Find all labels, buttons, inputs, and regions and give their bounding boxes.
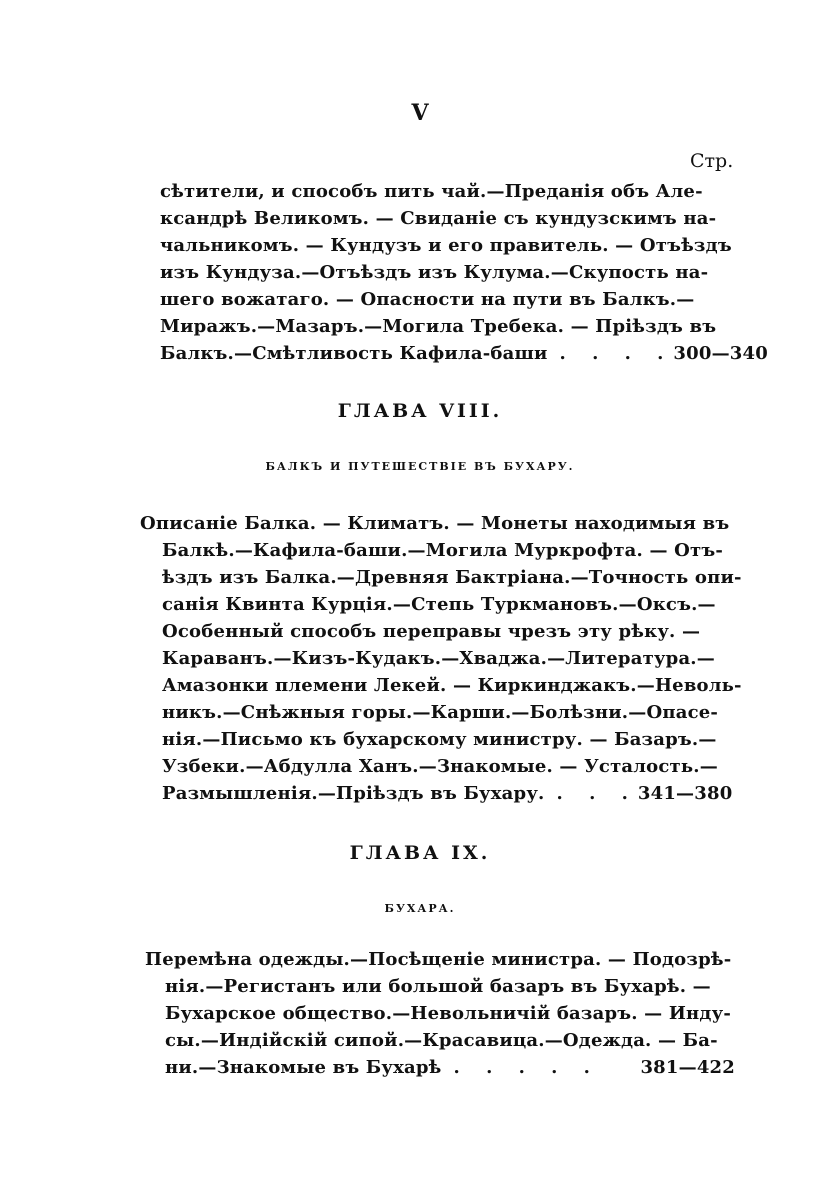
leader-dots: . . . . xyxy=(559,343,674,364)
toc-line: Узбеки.—Абдулла Ханъ.—Знакомые. — Усталость.— xyxy=(162,756,718,777)
toc-line-with-pages: ни.—Знакомые въ Бухарѣ . . . . . 381—422 xyxy=(165,1054,735,1081)
toc-line: нія.—Письмо къ бухарскому министру. — Базаръ.— xyxy=(162,729,717,750)
toc-line: сы.—Индійскій сипой.—Красавица.—Одежда. — Ба- xyxy=(165,1030,718,1051)
toc-line: сѣтители, и способъ пить чай.—Преданія объ Але- xyxy=(160,181,703,202)
leader-dots: . . . xyxy=(556,783,638,804)
chapter-subtitle: БУХАРА. xyxy=(384,902,456,915)
toc-line: нія.—Регистанъ или большой базаръ въ Бухарѣ. — xyxy=(165,976,711,997)
toc-line: ѣздъ изъ Балка.—Древняя Бактріана.—Точность опи- xyxy=(162,567,742,588)
toc-line: Особенный способъ переправы чрезъ эту рѣку. — xyxy=(162,621,701,642)
toc-line: Амазонки племени Лекей. — Киркинджакъ.—Неволь- xyxy=(162,675,742,696)
toc-line: изъ Кундуза.—Отъѣздъ изъ Кулума.—Скупость на- xyxy=(160,262,709,283)
chapter-subtitle: БАЛКЪ И ПУТЕШЕСТВІЕ ВЪ БУХАРУ. xyxy=(265,460,575,473)
toc-line: Описаніе Балка. — Климатъ. — Монеты находимыя въ xyxy=(140,513,730,534)
chapter-viii-contents xyxy=(140,510,742,807)
page-number: V xyxy=(411,100,429,126)
toc-line: ксандрѣ Великомъ. — Свиданіе съ кундузскимъ на- xyxy=(160,208,717,229)
toc-line: никъ.—Снѣжныя горы.—Карши.—Болѣзни.—Опасе- xyxy=(162,702,719,723)
page-range: 381—422 xyxy=(640,1057,735,1078)
toc-line: Бухарское общество.—Невольничій базаръ. — Инду- xyxy=(165,1003,732,1024)
toc-line: Миражъ.—Мазаръ.—Могила Требека. — Пріѣздъ въ xyxy=(160,316,717,337)
page-range: 300—340 xyxy=(673,343,768,364)
chapter-title: ГЛАВА IX. xyxy=(349,842,491,864)
chapter-vii-continuation xyxy=(160,178,768,367)
chapter-title: ГЛАВА VIII. xyxy=(337,400,503,422)
toc-line-with-pages: Размышленія.—Пріѣздъ въ Бухару. . . . 341—380 xyxy=(162,780,730,807)
toc-line: чальникомъ. — Кундузъ и его правитель. — Отъѣздъ xyxy=(160,235,732,256)
toc-line: Перемѣна одежды.—Посѣщеніе министра. — Подозрѣ- xyxy=(145,949,732,970)
chapter-ix-contents xyxy=(145,946,735,1081)
pages-column-label: Стр. xyxy=(690,150,734,172)
leader-dots: . . . . . xyxy=(453,1057,600,1078)
toc-line-with-pages: Балкъ.—Смѣтливость Кафила-баши . . . . 300—340 xyxy=(160,340,730,367)
toc-line: шего вожатаго. — Опасности на пути въ Балкъ.— xyxy=(160,289,695,310)
page-range: 341—380 xyxy=(637,783,733,804)
toc-line: Караванъ.—Кизъ-Кудакъ.—Хваджа.—Литература.— xyxy=(162,648,715,669)
toc-line: санія Квинта Курція.—Степь Туркмановъ.—Оксъ.— xyxy=(162,594,716,615)
toc-line: Балкѣ.—Кафила-баши.—Могила Муркрофта. — Отъ- xyxy=(162,540,724,561)
